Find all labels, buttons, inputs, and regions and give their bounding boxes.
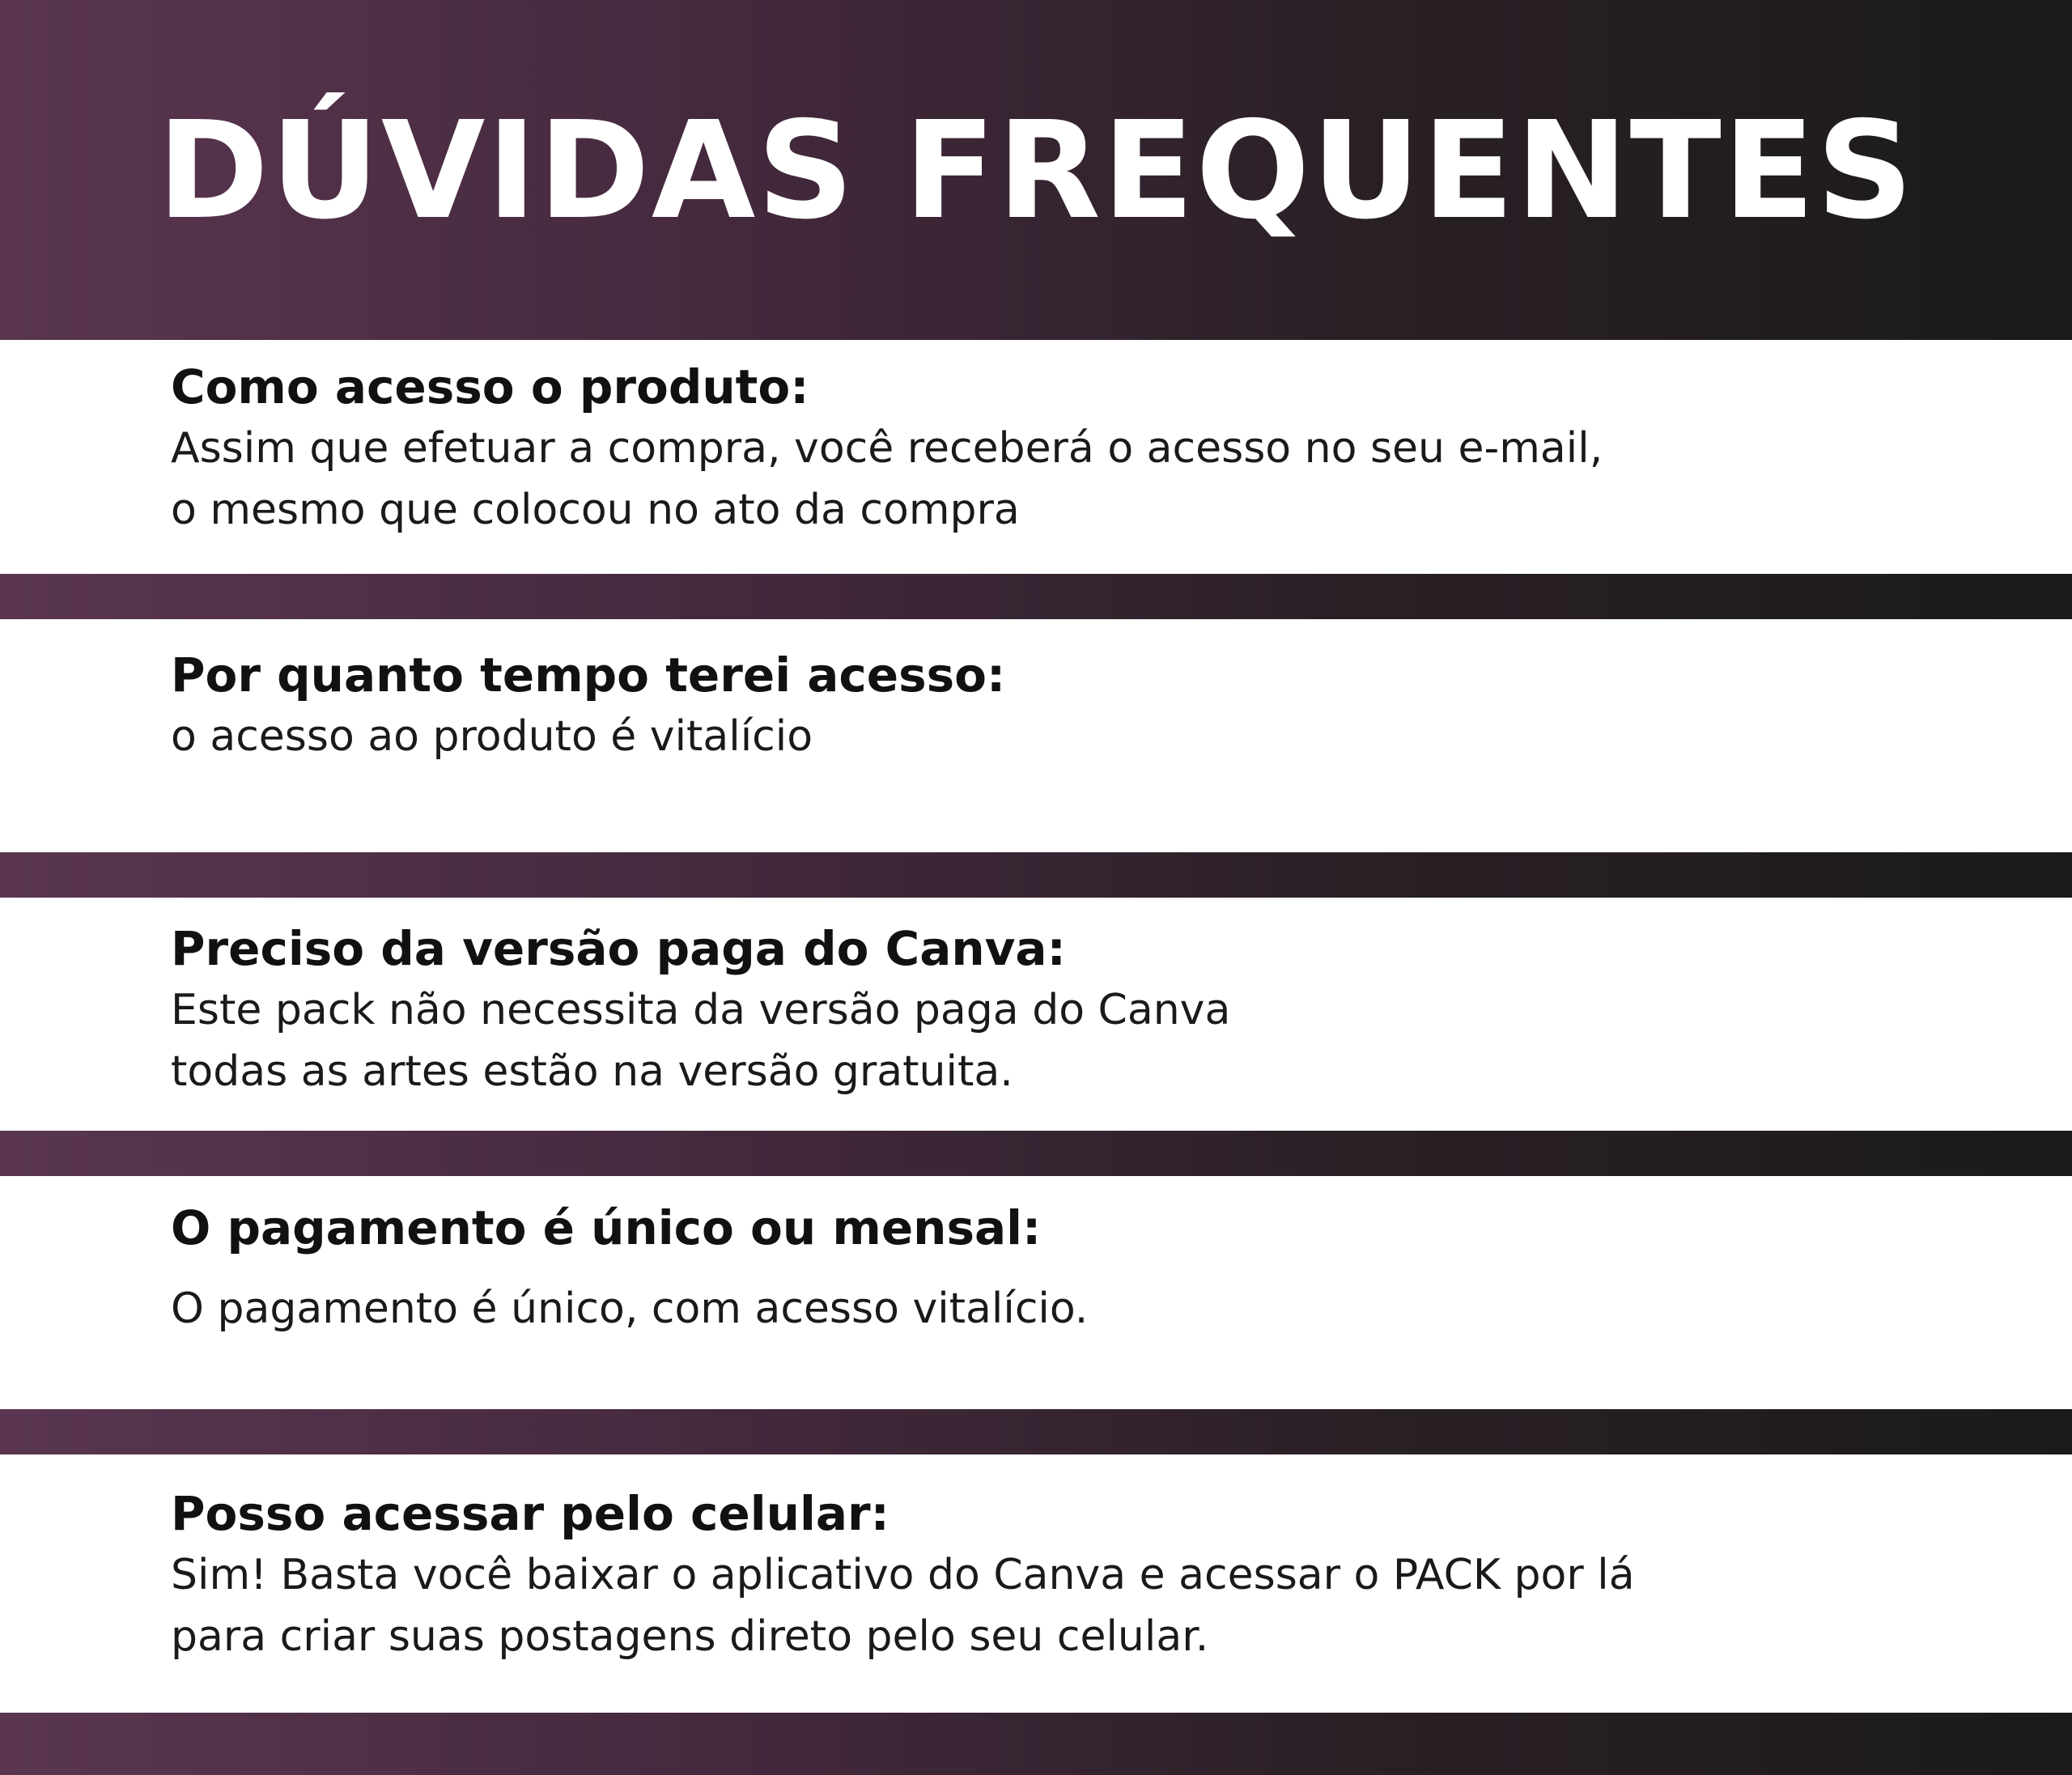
- faq-answer-line: todas as artes estão na versão gratuita.: [171, 1047, 1013, 1096]
- faq-question: Por quanto tempo terei acesso:: [171, 648, 1006, 703]
- footer-band: [0, 1713, 2072, 1775]
- faq-answer-line: o acesso ao produto é vitalício: [171, 712, 813, 761]
- faq-item-mobile: [171, 1483, 1951, 1667]
- faq-question: Como acesso o produto:: [171, 359, 809, 414]
- section-divider: [0, 1131, 2072, 1176]
- faq-item-payment: [171, 1197, 1951, 1340]
- section-divider: [0, 852, 2072, 898]
- faq-answer-line: Assim que efetuar a compra, você receberá o acesso no seu e-mail,: [171, 424, 1603, 473]
- section-divider: [0, 1409, 2072, 1454]
- faq-item-duration: [171, 644, 1951, 767]
- faq-answer-line: para criar suas postagens direto pelo seu celular.: [171, 1612, 1209, 1661]
- faq-answer-line: o mesmo que colocou no ato da compra: [171, 486, 1020, 534]
- faq-question: Preciso da versão paga do Canva:: [171, 921, 1066, 976]
- header-banner: [0, 0, 2072, 340]
- faq-item-access: [171, 356, 1951, 541]
- section-divider: [0, 574, 2072, 619]
- page-title: DÚVIDAS FREQUENTES: [157, 93, 1915, 249]
- faq-item-canva-version: [171, 918, 1951, 1102]
- faq-question: O pagamento é único ou mensal:: [171, 1200, 1042, 1255]
- faq-answer-line: Este pack não necessita da versão paga do Canva: [171, 986, 1231, 1034]
- faq-answer-line: O pagamento é único, com acesso vitalício.: [171, 1285, 1089, 1333]
- faq-question: Posso acessar pelo celular:: [171, 1486, 890, 1541]
- faq-answer-line: Sim! Basta você baixar o aplicativo do Canva e acessar o PACK por lá: [171, 1551, 1635, 1599]
